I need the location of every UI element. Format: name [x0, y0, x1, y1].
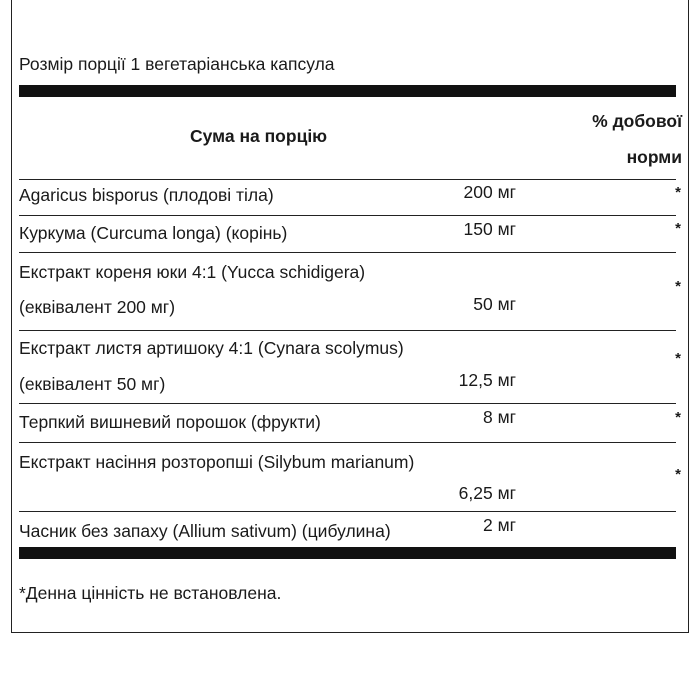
ingredient-amount: 8 мг [482, 407, 516, 427]
ingredient-name-line1: Екстракт кореня юки 4:1 (Yucca schidigera) [19, 262, 366, 282]
ingredient-amount: 50 мг [473, 294, 516, 314]
ingredient-name-line2: (еквівалент 200 мг) [19, 297, 176, 317]
ingredient-name-line2: (еквівалент 50 мг) [19, 374, 166, 394]
ingredient-name: Agaricus bisporus (плодові тіла) [19, 185, 274, 205]
amount-per-serving-header: Сума на порцію [190, 126, 328, 146]
thick-divider-top [19, 85, 676, 97]
ingredient-daily-value: * [675, 350, 681, 367]
ingredient-name: Куркума (Curcuma longa) (корінь) [19, 223, 288, 243]
row-divider [19, 252, 676, 253]
ingredient-name-line1: Екстракт листя артишоку 4:1 (Cynara scolymus) [19, 338, 404, 358]
supplement-facts-panel [11, 0, 689, 633]
serving-size: Розмір порції 1 вегетаріанська капсула [19, 54, 335, 74]
row-divider [19, 179, 676, 180]
ingredient-amount: 2 мг [482, 515, 516, 535]
ingredient-amount: 6,25 мг [458, 483, 516, 503]
footnote: *Денна цінність не встановлена. [19, 583, 282, 603]
ingredient-name: Часник без запаху (Allium sativum) (цибулина) [19, 521, 391, 541]
row-divider [19, 330, 676, 331]
row-divider [19, 511, 676, 512]
ingredient-daily-value: * [675, 278, 681, 295]
thick-divider-bottom [19, 547, 676, 559]
ingredient-name: Екстракт насіння розторопші (Silybum marianum) [19, 452, 415, 472]
ingredient-name: Терпкий вишневий порошок (фрукти) [19, 412, 321, 432]
ingredient-daily-value: * [675, 466, 681, 483]
ingredient-amount: 150 мг [463, 219, 516, 239]
ingredient-daily-value: * [675, 409, 681, 426]
daily-value-header-line1: % добової [592, 111, 682, 131]
ingredient-amount: 12,5 мг [458, 370, 516, 390]
daily-value-header-line2: норми [626, 147, 682, 167]
ingredient-daily-value: * [675, 184, 681, 201]
ingredient-amount: 200 мг [463, 182, 516, 202]
row-divider [19, 215, 676, 216]
row-divider [19, 442, 676, 443]
ingredient-daily-value: * [675, 220, 681, 237]
row-divider [19, 403, 676, 404]
